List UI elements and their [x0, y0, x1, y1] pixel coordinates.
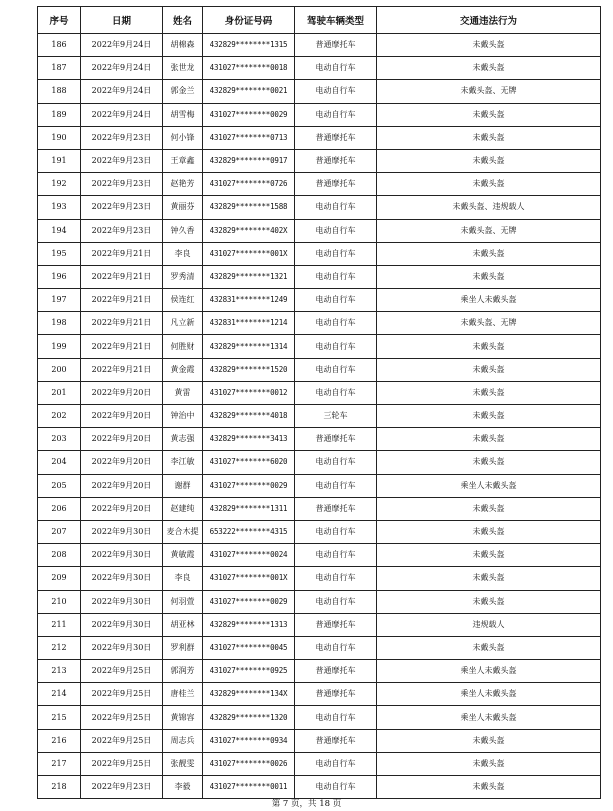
date-cell: 2022年9月25日 — [81, 729, 163, 752]
serial-cell: 186 — [38, 34, 81, 57]
id-number-cell: 432829********0021 — [203, 80, 295, 103]
id-number-cell: 432829********1321 — [203, 265, 295, 288]
table-row — [38, 636, 601, 659]
violation-cell: 未戴头盔 — [377, 729, 601, 752]
id-number-cell: 431027********0018 — [203, 57, 295, 80]
vehicle-type-cell: 普通摩托车 — [295, 149, 377, 172]
violation-cell: 未戴头盔 — [377, 567, 601, 590]
name-cell: 李江敏 — [163, 451, 203, 474]
date-cell: 2022年9月24日 — [81, 103, 163, 126]
id-number-cell: 431027********0026 — [203, 752, 295, 775]
name-cell: 胡棉森 — [163, 34, 203, 57]
serial-cell: 215 — [38, 706, 81, 729]
date-cell: 2022年9月21日 — [81, 358, 163, 381]
violation-cell: 违规载人 — [377, 613, 601, 636]
vehicle-type-cell: 电动自行车 — [295, 381, 377, 404]
table-row — [38, 405, 601, 428]
table-row — [38, 265, 601, 288]
date-cell: 2022年9月21日 — [81, 289, 163, 312]
violation-cell: 未戴头盔、违规载人 — [377, 196, 601, 219]
violation-cell: 未戴头盔、无牌 — [377, 80, 601, 103]
violation-cell: 未戴头盔 — [377, 590, 601, 613]
violation-cell: 未戴头盔、无牌 — [377, 312, 601, 335]
vehicle-type-cell: 电动自行车 — [295, 312, 377, 335]
date-cell: 2022年9月30日 — [81, 544, 163, 567]
table-row — [38, 335, 601, 358]
table-row — [38, 544, 601, 567]
vehicle-type-cell: 普通摩托车 — [295, 683, 377, 706]
vehicle-type-cell: 普通摩托车 — [295, 729, 377, 752]
serial-cell: 213 — [38, 660, 81, 683]
id-number-cell: 653222********4315 — [203, 520, 295, 543]
name-cell: 钟治中 — [163, 405, 203, 428]
serial-cell: 205 — [38, 474, 81, 497]
id-number-cell: 431027********0029 — [203, 103, 295, 126]
date-cell: 2022年9月25日 — [81, 706, 163, 729]
vehicle-type-cell: 电动自行车 — [295, 242, 377, 265]
id-number-cell: 431027********0713 — [203, 126, 295, 149]
vehicle-type-cell: 电动自行车 — [295, 219, 377, 242]
id-number-cell: 432829********3413 — [203, 428, 295, 451]
violation-table-container — [37, 6, 600, 799]
vehicle-type-cell: 电动自行车 — [295, 474, 377, 497]
vehicle-type-cell: 普通摩托车 — [295, 173, 377, 196]
table-row — [38, 149, 601, 172]
name-cell: 侯连红 — [163, 289, 203, 312]
table-row — [38, 474, 601, 497]
header-name: 姓名 — [163, 7, 203, 34]
serial-cell: 187 — [38, 57, 81, 80]
date-cell: 2022年9月23日 — [81, 149, 163, 172]
vehicle-type-cell: 普通摩托车 — [295, 34, 377, 57]
table-row — [38, 103, 601, 126]
table-row — [38, 126, 601, 149]
name-cell: 赵建纯 — [163, 497, 203, 520]
date-cell: 2022年9月30日 — [81, 636, 163, 659]
date-cell: 2022年9月20日 — [81, 381, 163, 404]
vehicle-type-cell: 电动自行车 — [295, 289, 377, 312]
vehicle-type-cell: 电动自行车 — [295, 265, 377, 288]
violation-cell: 未戴头盔 — [377, 103, 601, 126]
date-cell: 2022年9月25日 — [81, 683, 163, 706]
date-cell: 2022年9月25日 — [81, 752, 163, 775]
vehicle-type-cell: 三轮车 — [295, 405, 377, 428]
id-number-cell: 432829********1314 — [203, 335, 295, 358]
date-cell: 2022年9月24日 — [81, 80, 163, 103]
vehicle-type-cell: 电动自行车 — [295, 590, 377, 613]
name-cell: 郭润芳 — [163, 660, 203, 683]
vehicle-type-cell: 电动自行车 — [295, 80, 377, 103]
date-cell: 2022年9月20日 — [81, 474, 163, 497]
serial-cell: 199 — [38, 335, 81, 358]
violation-cell: 未戴头盔 — [377, 381, 601, 404]
date-cell: 2022年9月23日 — [81, 126, 163, 149]
serial-cell: 193 — [38, 196, 81, 219]
date-cell: 2022年9月30日 — [81, 590, 163, 613]
name-cell: 张世龙 — [163, 57, 203, 80]
name-cell: 李良 — [163, 242, 203, 265]
violation-cell: 未戴头盔 — [377, 497, 601, 520]
serial-cell: 218 — [38, 776, 81, 799]
serial-cell: 217 — [38, 752, 81, 775]
name-cell: 黄敏霞 — [163, 544, 203, 567]
id-number-cell: 431027********0029 — [203, 590, 295, 613]
header-serial: 序号 — [38, 7, 81, 34]
vehicle-type-cell: 普通摩托车 — [295, 497, 377, 520]
violation-cell: 未戴头盔 — [377, 405, 601, 428]
id-number-cell: 431027********001X — [203, 567, 295, 590]
id-number-cell: 432829********134X — [203, 683, 295, 706]
serial-cell: 202 — [38, 405, 81, 428]
id-number-cell: 431027********0934 — [203, 729, 295, 752]
violation-cell: 未戴头盔 — [377, 636, 601, 659]
id-number-cell: 431027********0726 — [203, 173, 295, 196]
serial-cell: 210 — [38, 590, 81, 613]
violation-cell: 未戴头盔 — [377, 335, 601, 358]
table-row — [38, 196, 601, 219]
table-row — [38, 428, 601, 451]
id-number-cell: 431027********0925 — [203, 660, 295, 683]
date-cell: 2022年9月23日 — [81, 776, 163, 799]
table-row — [38, 590, 601, 613]
violation-cell: 未戴头盔、无牌 — [377, 219, 601, 242]
date-cell: 2022年9月21日 — [81, 335, 163, 358]
date-cell: 2022年9月20日 — [81, 451, 163, 474]
date-cell: 2022年9月30日 — [81, 567, 163, 590]
id-number-cell: 432829********4018 — [203, 405, 295, 428]
name-cell: 何小锋 — [163, 126, 203, 149]
vehicle-type-cell: 电动自行车 — [295, 335, 377, 358]
name-cell: 黄雷 — [163, 381, 203, 404]
serial-cell: 188 — [38, 80, 81, 103]
id-number-cell: 431027********001X — [203, 242, 295, 265]
table-row — [38, 57, 601, 80]
serial-cell: 197 — [38, 289, 81, 312]
id-number-cell: 431027********0011 — [203, 776, 295, 799]
id-number-cell: 431027********0029 — [203, 474, 295, 497]
name-cell: 罗秀清 — [163, 265, 203, 288]
serial-cell: 203 — [38, 428, 81, 451]
header-id-number: 身份证号码 — [203, 7, 295, 34]
serial-cell: 207 — [38, 520, 81, 543]
vehicle-type-cell: 电动自行车 — [295, 358, 377, 381]
name-cell: 麦合木提 — [163, 520, 203, 543]
serial-cell: 201 — [38, 381, 81, 404]
table-row — [38, 381, 601, 404]
vehicle-type-cell: 电动自行车 — [295, 451, 377, 474]
serial-cell: 196 — [38, 265, 81, 288]
name-cell: 凡立新 — [163, 312, 203, 335]
serial-cell: 195 — [38, 242, 81, 265]
header-violation: 交通违法行为 — [377, 7, 601, 34]
name-cell: 何胜财 — [163, 335, 203, 358]
id-number-cell: 432829********1520 — [203, 358, 295, 381]
violation-cell: 乘坐人未戴头盔 — [377, 289, 601, 312]
vehicle-type-cell: 电动自行车 — [295, 636, 377, 659]
page-number: 第 7 页，共 18 页 — [271, 799, 342, 809]
vehicle-type-cell: 电动自行车 — [295, 567, 377, 590]
table-row — [38, 683, 601, 706]
violation-cell: 未戴头盔 — [377, 242, 601, 265]
vehicle-type-cell: 普通摩托车 — [295, 126, 377, 149]
violation-cell: 未戴头盔 — [377, 358, 601, 381]
name-cell: 李毅 — [163, 776, 203, 799]
violation-cell: 未戴头盔 — [377, 173, 601, 196]
table-row — [38, 451, 601, 474]
date-cell: 2022年9月21日 — [81, 265, 163, 288]
id-number-cell: 432829********402X — [203, 219, 295, 242]
table-row — [38, 613, 601, 636]
date-cell: 2022年9月30日 — [81, 520, 163, 543]
serial-cell: 216 — [38, 729, 81, 752]
id-number-cell: 431027********6020 — [203, 451, 295, 474]
date-cell: 2022年9月30日 — [81, 613, 163, 636]
violation-cell: 未戴头盔 — [377, 520, 601, 543]
serial-cell: 198 — [38, 312, 81, 335]
violation-cell: 未戴头盔 — [377, 149, 601, 172]
header-vehicle-type: 驾驶车辆类型 — [295, 7, 377, 34]
vehicle-type-cell: 电动自行车 — [295, 706, 377, 729]
serial-cell: 204 — [38, 451, 81, 474]
vehicle-type-cell: 电动自行车 — [295, 776, 377, 799]
violation-cell: 乘坐人未戴头盔 — [377, 474, 601, 497]
name-cell: 黄丽芬 — [163, 196, 203, 219]
name-cell: 罗利群 — [163, 636, 203, 659]
name-cell: 赵艳芳 — [163, 173, 203, 196]
violation-cell: 乘坐人未戴头盔 — [377, 683, 601, 706]
name-cell: 唐桂兰 — [163, 683, 203, 706]
table-row — [38, 729, 601, 752]
id-number-cell: 432829********1320 — [203, 706, 295, 729]
vehicle-type-cell: 普通摩托车 — [295, 428, 377, 451]
vehicle-type-cell: 电动自行车 — [295, 57, 377, 80]
id-number-cell: 432829********0917 — [203, 149, 295, 172]
violation-cell: 未戴头盔 — [377, 776, 601, 799]
vehicle-type-cell: 电动自行车 — [295, 103, 377, 126]
violation-cell: 未戴头盔 — [377, 265, 601, 288]
violation-cell: 未戴头盔 — [377, 34, 601, 57]
serial-cell: 200 — [38, 358, 81, 381]
name-cell: 胡亚林 — [163, 613, 203, 636]
serial-cell: 206 — [38, 497, 81, 520]
date-cell: 2022年9月23日 — [81, 219, 163, 242]
serial-cell: 214 — [38, 683, 81, 706]
vehicle-type-cell: 电动自行车 — [295, 520, 377, 543]
vehicle-type-cell: 普通摩托车 — [295, 613, 377, 636]
table-header-row — [38, 7, 601, 34]
table-row — [38, 289, 601, 312]
date-cell: 2022年9月20日 — [81, 497, 163, 520]
table-row — [38, 752, 601, 775]
table-body — [38, 34, 601, 799]
table-row — [38, 34, 601, 57]
id-number-cell: 432831********1249 — [203, 289, 295, 312]
serial-cell: 212 — [38, 636, 81, 659]
id-number-cell: 432831********1214 — [203, 312, 295, 335]
name-cell: 黄锦容 — [163, 706, 203, 729]
violation-cell: 未戴头盔 — [377, 544, 601, 567]
table-row — [38, 80, 601, 103]
violation-cell: 未戴头盔 — [377, 428, 601, 451]
date-cell: 2022年9月20日 — [81, 428, 163, 451]
violation-cell: 未戴头盔 — [377, 752, 601, 775]
name-cell: 黄志强 — [163, 428, 203, 451]
table-row — [38, 706, 601, 729]
date-cell: 2022年9月20日 — [81, 405, 163, 428]
serial-cell: 190 — [38, 126, 81, 149]
name-cell: 何羽萱 — [163, 590, 203, 613]
date-cell: 2022年9月23日 — [81, 196, 163, 219]
date-cell: 2022年9月21日 — [81, 242, 163, 265]
vehicle-type-cell: 普通摩托车 — [295, 660, 377, 683]
serial-cell: 208 — [38, 544, 81, 567]
serial-cell: 209 — [38, 567, 81, 590]
table-row — [38, 497, 601, 520]
id-number-cell: 432829********1311 — [203, 497, 295, 520]
serial-cell: 211 — [38, 613, 81, 636]
table-row — [38, 312, 601, 335]
date-cell: 2022年9月24日 — [81, 34, 163, 57]
violation-cell: 未戴头盔 — [377, 126, 601, 149]
vehicle-type-cell: 电动自行车 — [295, 752, 377, 775]
id-number-cell: 431027********0012 — [203, 381, 295, 404]
table-row — [38, 776, 601, 799]
name-cell: 王章鑫 — [163, 149, 203, 172]
name-cell: 胡雪梅 — [163, 103, 203, 126]
header-date: 日期 — [81, 7, 163, 34]
name-cell: 郭金兰 — [163, 80, 203, 103]
date-cell: 2022年9月25日 — [81, 660, 163, 683]
table-row — [38, 219, 601, 242]
name-cell: 黄金霞 — [163, 358, 203, 381]
id-number-cell: 432829********1315 — [203, 34, 295, 57]
name-cell: 张靓雯 — [163, 752, 203, 775]
date-cell: 2022年9月23日 — [81, 173, 163, 196]
serial-cell: 191 — [38, 149, 81, 172]
violation-cell: 未戴头盔 — [377, 57, 601, 80]
table-row — [38, 242, 601, 265]
table-row — [38, 567, 601, 590]
table-row — [38, 358, 601, 381]
id-number-cell: 432829********1588 — [203, 196, 295, 219]
name-cell: 钟久香 — [163, 219, 203, 242]
violation-cell: 乘坐人未戴头盔 — [377, 706, 601, 729]
serial-cell: 194 — [38, 219, 81, 242]
date-cell: 2022年9月24日 — [81, 57, 163, 80]
vehicle-type-cell: 电动自行车 — [295, 544, 377, 567]
serial-cell: 192 — [38, 173, 81, 196]
violation-cell: 未戴头盔 — [377, 451, 601, 474]
violation-cell: 乘坐人未戴头盔 — [377, 660, 601, 683]
date-cell: 2022年9月21日 — [81, 312, 163, 335]
id-number-cell: 431027********0024 — [203, 544, 295, 567]
name-cell: 谢群 — [163, 474, 203, 497]
table-row — [38, 660, 601, 683]
table-row — [38, 173, 601, 196]
id-number-cell: 431027********0045 — [203, 636, 295, 659]
id-number-cell: 432829********1313 — [203, 613, 295, 636]
name-cell: 李良 — [163, 567, 203, 590]
table-row — [38, 520, 601, 543]
vehicle-type-cell: 电动自行车 — [295, 196, 377, 219]
violation-table — [37, 6, 601, 799]
name-cell: 周志兵 — [163, 729, 203, 752]
serial-cell: 189 — [38, 103, 81, 126]
